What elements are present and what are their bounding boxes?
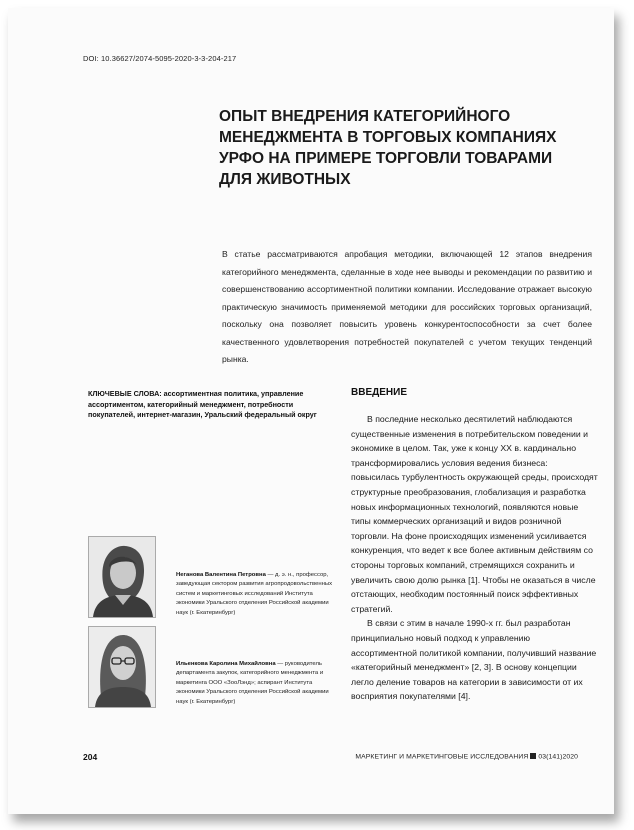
- introduction-paragraph: В последние несколько десятилетий наблюдаются существенные изменения в потребительском поведении и экономике в целом. Так, уже к концу ХХ в. кардинально трансформировались условия ведения бизнеса: повысилась турбулентность окружающей среды, происходят структурные преобразования, глобализация и разработка новых информационных технологий, появляются новые типы коммерческих организаций и видов розничной торговли. На фоне происходящих изменений усиливается конкуренция, что ведет к все более активным действиям со стороны торговых компаний, стремящихся сохранить и увеличить свою долю рынка [1]. Чтобы не оказаться в числе отстающих, необходим постоянный поиск эффективных стратегий.: [351, 414, 598, 614]
- author-portrait-icon: [89, 537, 155, 617]
- introduction-heading: ВВЕДЕНИЕ: [351, 387, 407, 398]
- doi-label: DOI: 10.36627/2074-5095-2020-3-3-204-217: [83, 54, 237, 63]
- author-name: Неганова Валентина Петровна: [176, 572, 266, 578]
- author-details: — руководитель департамента закупок, категорийного менеджмента и маркетинга ООО «ЗооЛэнд»; аспирант Института экономики Уральского отделения Российской академии наук (г. Екатеринбург): [176, 661, 329, 705]
- square-separator-icon: [530, 753, 536, 759]
- article-abstract: В статье рассматриваются апробация методики, включающей 12 этапов внедрения категорийного менеджмента, сделанные в ходе нее выводы и рекомендации по развитию и совершенствованию ассортиментной политики компании. Исследование отражает высокую практическую значимость применяемой методики для российских торговых организаций, поскольку она позволяет повысить уровень конкурентоспособности за счет более качественного удовлетворения потребностей покупателей с учетом текущих тенденций рынка.: [222, 249, 592, 364]
- author-info: [176, 571, 336, 618]
- journal-issue: 03(141)2020: [538, 753, 578, 761]
- journal-page: [8, 8, 614, 814]
- introduction-body: [351, 412, 598, 704]
- author-portrait-icon: [89, 627, 155, 707]
- author-name: Ильенкова Каролина Михайловна: [176, 661, 276, 667]
- journal-footer: [355, 753, 578, 761]
- page-number: 204: [83, 752, 98, 762]
- introduction-paragraph: В связи с этим в начале 1990-х гг. был разработан принципиально новый подход к управлению ассортиментной политикой компании, получивший название «категорийный менеджмент» [2, 3]. В основу концепции легло деление товаров на категории в зависимости от их восприятия покупателями [4].: [351, 618, 597, 702]
- article-title: ОПЫТ ВНЕДРЕНИЯ КАТЕГОРИЙНОГО МЕНЕДЖМЕНТА В ТОРГОВЫХ КОМПАНИЯХ УРФО НА ПРИМЕРЕ ТОРГОВЛИ ТОВАРАМИ ДЛЯ ЖИВОТНЫХ: [219, 108, 557, 188]
- keywords: КЛЮЧЕВЫЕ СЛОВА: ассортиментная политика, управление ассортиментом, категорийный менеджмент, потребности покупателей, интернет-магазин, Уральский федеральный округ: [88, 389, 317, 420]
- author-info: [176, 660, 336, 707]
- author-photo: [88, 536, 156, 618]
- journal-name: МАРКЕТИНГ И МАРКЕТИНГОВЫЕ ИССЛЕДОВАНИЯ: [355, 753, 529, 761]
- author-details: — д. э. н., профессор, заведующая сектором развития агропродовольственных систем и маркетинговых исследований Института экономики Уральского отделения Российской академии наук (г. Екатеринбург): [176, 572, 333, 616]
- author-photo: [88, 626, 156, 708]
